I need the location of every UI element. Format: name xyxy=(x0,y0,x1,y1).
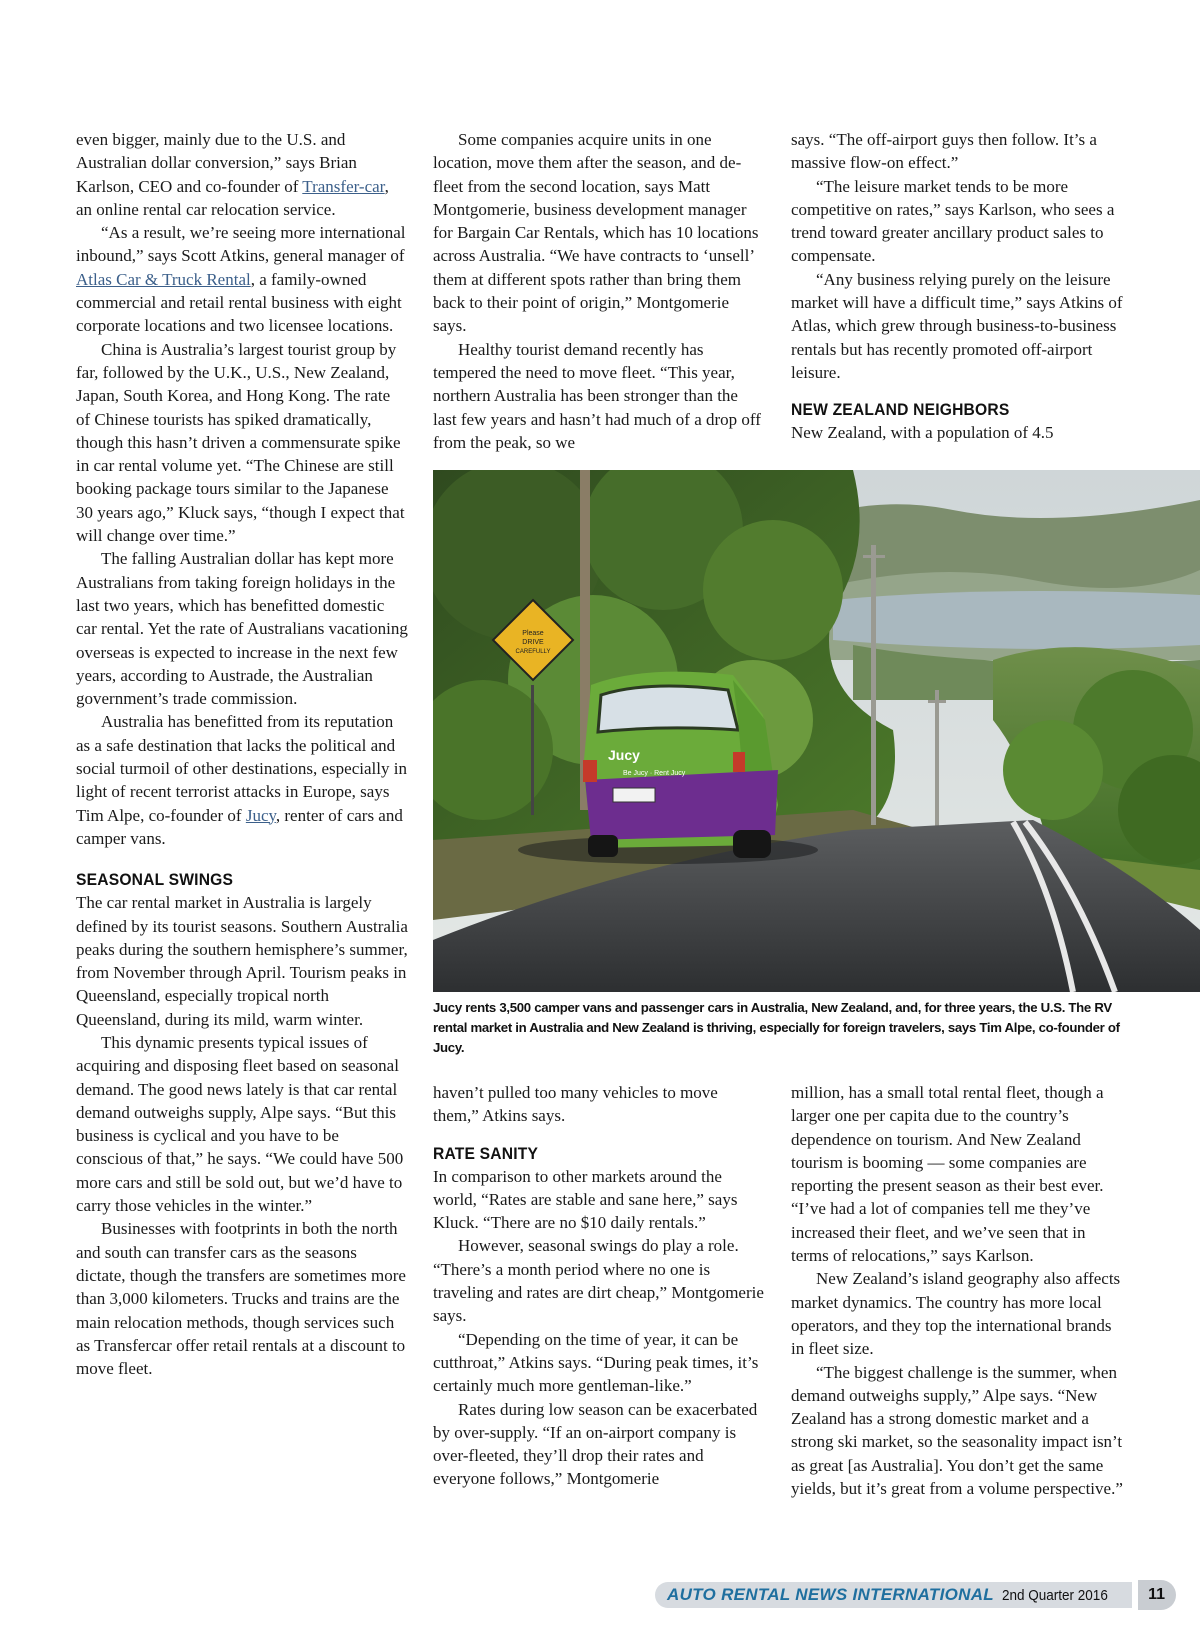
section-heading-seasonal-swings: SEASONAL SWINGS xyxy=(76,870,234,890)
paragraph: says. “The off-airport guys then follow. It’s a massive flow-on effect.” xyxy=(791,130,1097,173)
page-number: 11 xyxy=(1138,1580,1176,1610)
sign-text-drive: DRIVE xyxy=(522,639,544,646)
paragraph: China is Australia’s largest tourist group by far, followed by the U.K., U.S., New Zealand, Japan, South Korea, and Hong Kong. The rate of Chinese tourists has spiked dramatically, though this hasn’t driven a commensurate spike in car rental volume yet. “The Chinese are still booking package tours similar to the Japanese 30 years ago,” Kluck says, “though I expect that will change over time.” xyxy=(76,339,405,546)
sign-text-please: Please xyxy=(522,630,544,637)
column-1 xyxy=(76,128,408,1380)
column-3-top xyxy=(791,128,1123,445)
photo-caption: Jucy rents 3,500 camper vans and passenger cars in Australia, New Zealand, and, for three years, the U.S. The RV rental market in Australia and New Zealand is thriving, especially for foreign travelers, says Tim Alpe, co-founder of Jucy. xyxy=(433,1000,1120,1055)
paragraph: haven’t pulled too many vehicles to move them,” Atkins says. xyxy=(433,1083,718,1126)
paragraph: In comparison to other markets around the world, “Rates are stable and sane here,” says Kluck. “There are no $10 daily rentals.” xyxy=(433,1166,738,1233)
column-3-bottom xyxy=(791,1081,1123,1500)
paragraph: Australia has benefitted from its reputation as a safe destination that lacks the political and social turmoil of other destinations, especially in light of recent terrorist attacks in Europe, says Tim Alpe, co-founder of Jucy, renter of cars and camper vans. xyxy=(76,712,407,848)
paragraph: Businesses with footprints in both the north and south can transfer cars as the seasons dictate, though the transfers are sometimes more than 3,000 kilometers. Trucks and trains are the main relocation methods, though services such as Transfercar offer retail rentals at a discount to move fleet. xyxy=(76,1219,406,1379)
publication-name: AUTO RENTAL NEWS INTERNATIONAL xyxy=(667,1585,994,1604)
section-heading-new-zealand-neighbors: NEW ZEALAND NEIGHBORS xyxy=(791,400,1010,420)
road-photo xyxy=(433,470,1200,992)
paragraph: “Any business relying purely on the leisure market will have a difficult time,” says Atkins of Atlas, which grew through business-to-business rentals but has recently promoted off-airport leisure. xyxy=(791,269,1123,382)
jucy-link[interactable]: Jucy xyxy=(245,805,276,825)
column-2-bottom xyxy=(433,1081,765,1491)
paragraph: However, seasonal swings do play a role. “There’s a month period where no one is traveling and rates are dirt cheap,” Montgomerie says. xyxy=(433,1236,764,1326)
page-footer xyxy=(655,1580,1176,1610)
paragraph: The car rental market in Australia is largely defined by its tourist seasons. Southern Australia peaks during the southern hemisphere’s summer, from November through April. Tourism peaks in Queensland, especially tropical north Queensland, during its mild, warm winter. xyxy=(76,893,408,1029)
paragraph: “As a result, we’re seeing more international inbound,” says Scott Atkins, general manager of Atlas Car & Truck Rental, a family-owned commercial and retail rental business with eight corporate locations and two licensee locations. xyxy=(76,223,406,336)
footer-bar xyxy=(655,1582,1132,1608)
paragraph: “The biggest challenge is the summer, when demand outweighs supply,” Alpe says. “New Zealand has a strong domestic market and a strong ski market, so the seasonality impact isn’t as great [as Australia]. You don’t get the same yields, but it’s great from a volume perspective.” xyxy=(791,1362,1123,1499)
column-2-top xyxy=(433,128,765,454)
paragraph: “Depending on the time of year, it can be cutthroat,” Atkins says. “During peak times, it’s certainly much more gentleman-like.” xyxy=(433,1329,759,1396)
paragraph: million, has a small total rental fleet, though a larger one per capita due to the country’s dependence on tourism. And New Zealand tourism is booming — some companies are reporting the present season as their best ever. “I’ve had a lot of companies tell me they’ve increased their fleet, and we’ve seen that in terms of relocations,” says Karlson. xyxy=(791,1083,1104,1266)
van-brand-text: Jucy xyxy=(608,747,640,763)
transfercar-link[interactable]: Transfer-car xyxy=(302,176,385,196)
paragraph: New Zealand’s island geography also affects market dynamics. The country has more local operators, and they top the international brands in fleet size. xyxy=(791,1269,1121,1359)
paragraph: This dynamic presents typical issues of acquiring and disposing fleet based on seasonal demand. The good news lately is that car rental demand outweighs supply, Alpe says. “But this business is cyclical and you have to be conscious of that,” he says. “We could have 500 more cars and still be sold out, but we’d have to carry those vehicles in the winter.” xyxy=(76,1032,404,1216)
paragraph: New Zealand, with a population of 4.5 xyxy=(791,423,1054,443)
issue-date: 2nd Quarter 2016 xyxy=(1001,1586,1108,1604)
paragraph: Some companies acquire units in one location, move them after the season, and de-fleet from the second location, says Matt Montgomerie, business development manager for Bargain Car Rentals, which has 10 locations across Australia. “We have contracts to ‘unsell’ them at different spots rather than bring them back to their point of origin,” Montgomerie says. xyxy=(433,130,759,336)
van-stripe-text: Be Jucy · Rent Jucy xyxy=(623,770,686,777)
paragraph: Healthy tourist demand recently has tempered the need to move fleet. “This year, northern Australia has been stronger than the last few years and hasn’t had much of a drop off from the peak, so we xyxy=(433,339,761,452)
section-heading-rate-sanity: RATE SANITY xyxy=(433,1143,539,1163)
sign-text-carefully: CAREFULLY xyxy=(515,649,551,655)
paragraph: “The leisure market tends to be more competitive on rates,” says Karlson, who sees a trend toward greater ancillary product sales to compensate. xyxy=(791,176,1115,266)
paragraph: Rates during low season can be exacerbated by over-supply. “If an on-airport company is over-fleeted, they’ll drop their rates and everyone follows,” Montgomerie xyxy=(433,1399,758,1489)
paragraph: even bigger, mainly due to the U.S. and Australian dollar conversion,” says Brian Karlson, CEO and co-founder of Transfer-car, an online rental car relocation service. xyxy=(76,130,389,219)
paragraph: The falling Australian dollar has kept more Australians from taking foreign holidays in the last two years, which has benefitted domestic car rental. Yet the rate of Australians vacationing overseas is expected to increase in the next few years, according to Austrade, the Australian government’s trade commission. xyxy=(76,549,408,709)
atlas-link[interactable]: Atlas Car & Truck Rental xyxy=(76,269,251,289)
